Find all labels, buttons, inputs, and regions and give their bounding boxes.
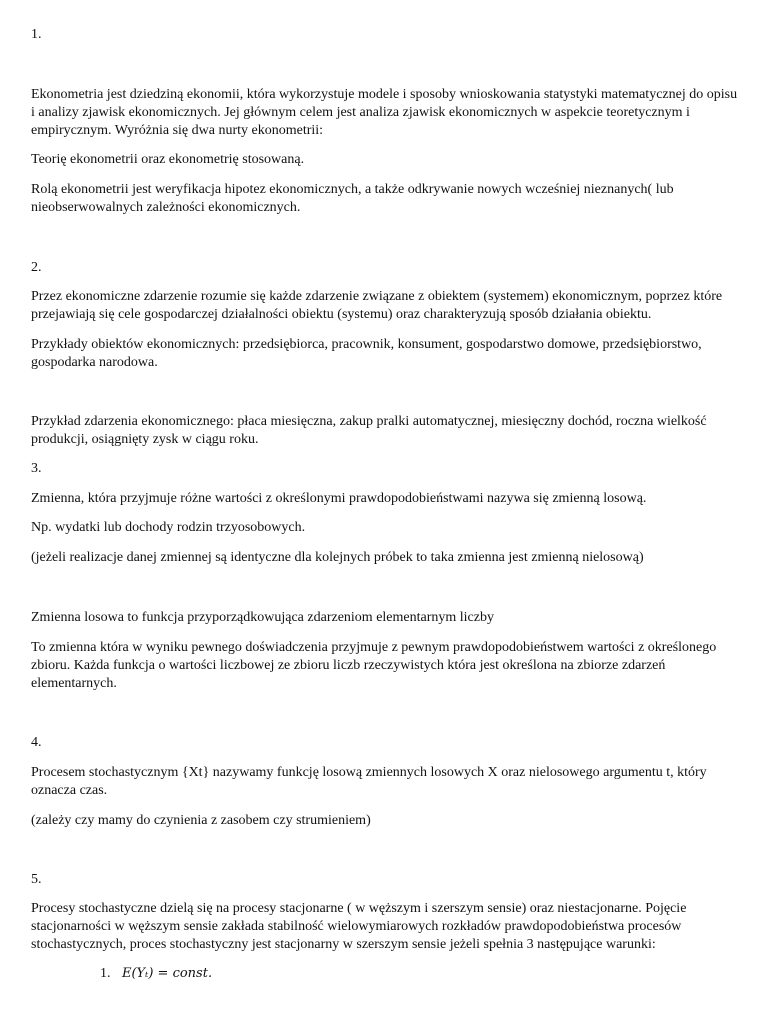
condition-list-item-1 — [100, 965, 212, 983]
section-1-paragraph-3: Rolą ekonometrii jest weryfikacja hipotez ekonomicznych, a także odkrywanie nowych wcześniej nieznanych( lub nieobserwowalnych zależności ekonomicznych. — [31, 182, 674, 215]
section-3-paragraph-4: Zmienna losowa to funkcja przyporządkowująca zdarzeniom elementarnym liczby — [31, 610, 494, 625]
section-5-paragraph-1: Procesy stochastyczne dzielą się na procesy stacjonarne ( w węższym i szerszym sensie) oraz niestacjonarne. Pojęcie stacjonarności w węższym sensie zakłada stabilność wielowymiarowych rozkładów prawdopodobieństwa procesów stochastycznych, proces stochastyczny jest stacjonarny w szerszym sensie jeżeli spełnia 3 następujące warunki: — [31, 901, 687, 952]
section-3-paragraph-5: To zmienna która w wyniku pewnego doświadczenia przyjmuje z pewnym prawdopodobieństwem wartości z określonego zbioru. Każda funkcja o wartości liczbowej ze zbioru liczb rzeczywistych która jest określona na zbiorze zdarzeń elementarnych. — [31, 640, 717, 691]
section-3-paragraph-3: (jeżeli realizacje danej zmiennej są identyczne dla kolejnych próbek to taka zmienna jest zmienną nielosową) — [31, 550, 644, 565]
section-3-paragraph-2: Np. wydatki lub dochody rodzin trzyosobowych. — [31, 520, 306, 535]
condition-list-number: 1. — [100, 966, 111, 981]
section-5-number: 5. — [31, 872, 42, 887]
section-2-paragraph-3: Przykład zdarzenia ekonomicznego: płaca miesięczna, zakup pralki automatycznej, miesięczny dochód, roczna wielkość produkcji, osiągnięty zysk w ciągu roku. — [31, 414, 707, 447]
section-3-paragraph-1: Zmienna, która przyjmuje różne wartości z określonymi prawdopodobieństwami nazywa się zmienną losową. — [31, 491, 647, 506]
section-4-number: 4. — [31, 735, 42, 750]
expectation-formula: E(Yₜ) = const. — [122, 966, 213, 981]
section-2-paragraph-2: Przykłady obiektów ekonomicznych: przedsiębiorca, pracownik, konsument, gospodarstwo domowe, przedsiębiorstwo, gospodarka narodowa. — [31, 337, 702, 370]
section-2-number: 2. — [31, 260, 42, 275]
section-1-paragraph-1: Ekonometria jest dziedziną ekonomii, która wykorzystuje modele i sposoby wnioskowania statystyki matematycznej do opisu i analizy zjawisk ekonomicznych. Jej głównym celem jest analiza zjawisk ekonomicznych w aspekcie teoretycznym i empirycznym. Wyróżnia się dwa nurty ekonometrii: — [31, 87, 738, 138]
section-2-paragraph-1: Przez ekonomiczne zdarzenie rozumie się każde zdarzenie związane z obiektem (systemem) ekonomicznym, poprzez które przejawiają się cele gospodarczej działalności obiektu (systemu) oraz charakteryzują sposób działania obiektu. — [31, 289, 723, 322]
section-4-paragraph-1: Procesem stochastycznym {Xt} nazywamy funkcję losową zmiennych losowych X oraz nielosowego argumentu t, który oznacza czas. — [31, 765, 707, 798]
section-3-number: 3. — [31, 461, 42, 476]
section-1-number: 1. — [31, 27, 42, 42]
section-4-paragraph-2: (zależy czy mamy do czynienia z zasobem czy strumieniem) — [31, 813, 371, 828]
section-1-paragraph-2: Teorię ekonometrii oraz ekonometrię stosowaną. — [31, 152, 305, 167]
